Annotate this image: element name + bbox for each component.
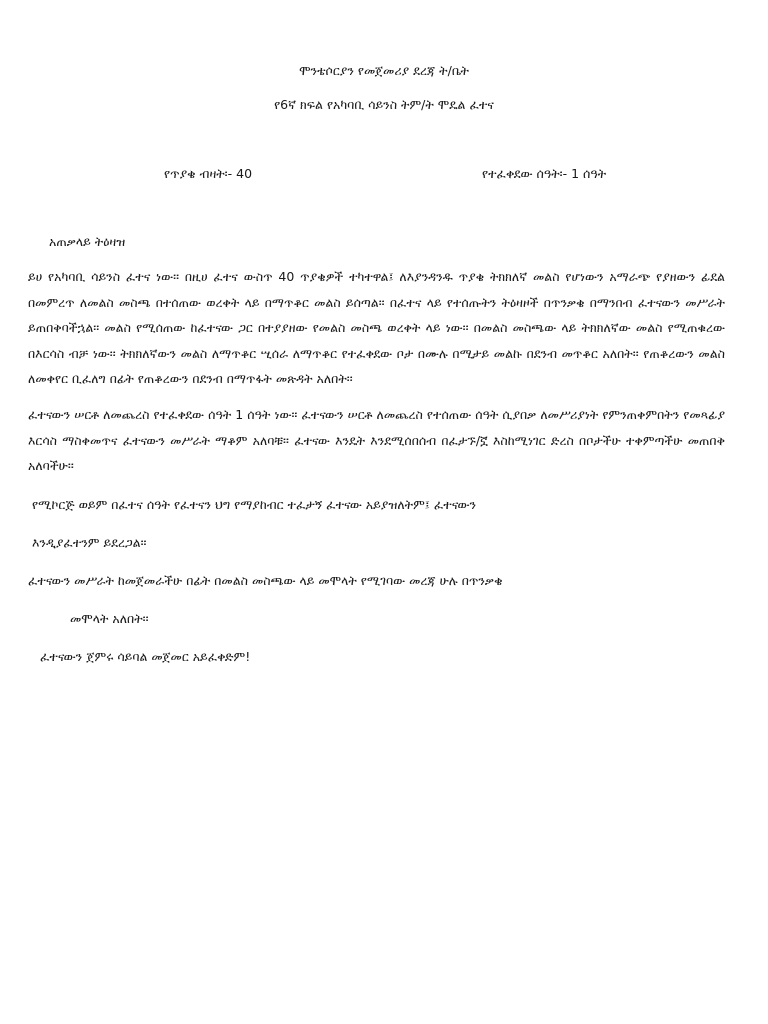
- instructions-paragraph-4-line-1: ፈተናውን መሥራት ከመጀመራችሁ በፊት በመልስ መስጫው ላይ መሞላት የሚገባው መረጃ ሁሉ በጥንቃቄ: [28, 573, 503, 588]
- question-count: የጥያቄ ብዛት፡- 40: [164, 166, 253, 181]
- time-allowed: የተፈቀደው ሰዓት፡- 1 ሰዓት: [482, 166, 607, 181]
- instructions-paragraph-3-line-1: የሚኮርጅ ወይም በፈተና ሰዓት የፈተናን ህግ የማያከብር ተፈታኝ ፈተናው አይያዝለትም፤ ፈተናውን: [32, 497, 477, 512]
- instructions-paragraph-3-line-2: እንዲያፈተንም ይደረጋል፡፡: [32, 535, 147, 550]
- school-name: ሞንቴሶርያን የመጀመሪያ ደረጃ ት/ቤት: [299, 63, 469, 78]
- instructions-paragraph-4-line-2: መሞላት አለበት፡፡: [70, 611, 149, 626]
- instructions-heading: አጠቃላይ ትዕዛዝ: [49, 234, 126, 249]
- instructions-paragraph-5: ፈተናውን ጀምሩ ሳይባል መጀመር አይፈቀድም!: [40, 649, 251, 664]
- instructions-paragraph-1: ይሀ የአካባቢ ሳይንስ ፈተና ነው፡፡ በዚሀ ፈተና ውስጥ 40 ጥያቄዎች ተካተዋል፤ ለእያንዳንዱ ጥያቄ ትክክለኛ መልስ የሆነውን አማራጭ የያዘውን ፊደል በመምረጥ ለመልስ መስጫ በተሰጠው ወረቀት ላይ በማጥቆር መልስ ይሰጣል፡፡ በፈተና ላይ የተሰጡትን ትዕዛዞች በጥንቃቄ በማንበብ ፈተናውን መሥራት ይጠበቅባችኋል፡፡ መልስ የሚሰጠው ከፈተናው ጋር በተያያዘው የመልስ መስጫ ወረቀት ላይ ነው፡፡ በመልስ መስጫው ላይ ትክክለኛው መልስ የሚጠቁረው በእርሳስ ብቻ ነው፡፡ ትክክለኛውን መልስ ለማጥቆር ሢሰራ ለማጥቆር የተፈቀደው ቦታ በሙሉ በሚታይ መልኩ በደንብ መጥቆር አለበት፡፡ የጠቆረውን መልስ ለመቀየር ቢፈለግ በፊት የጠቆረውን በደንብ በማጥፋት መጽዳት አለበት፡፡: [28, 269, 725, 386]
- instructions-paragraph-2: ፈተናውን ሠርቶ ለመጨረስ የተፈቀደው ሰዓት 1 ሰዓት ነው፡፡ ፈተናውን ሠርቶ ለመጨረስ የተሰጠው ሰዓት ሲያበቃ ለመሥሪያነት የምንጠቀምበትን የመጻፊያ እርሳስ ማስቀመጥና ፈተናውን መሥራት ማቆም አለባቹ፡፡ ፈተናው እንዴት እንደሚሰበሰብ በፈታኙ/ኟ እስከሚነገር ድረስ በቦታችሁ ተቀምጣችሁ መጠበቅ አለባችሁ፡፡: [28, 407, 725, 473]
- exam-title: የ6ኛ ክፍል የአካባቢ ሳይንስ ትም/ት ሞዴል ፈተና: [274, 97, 494, 112]
